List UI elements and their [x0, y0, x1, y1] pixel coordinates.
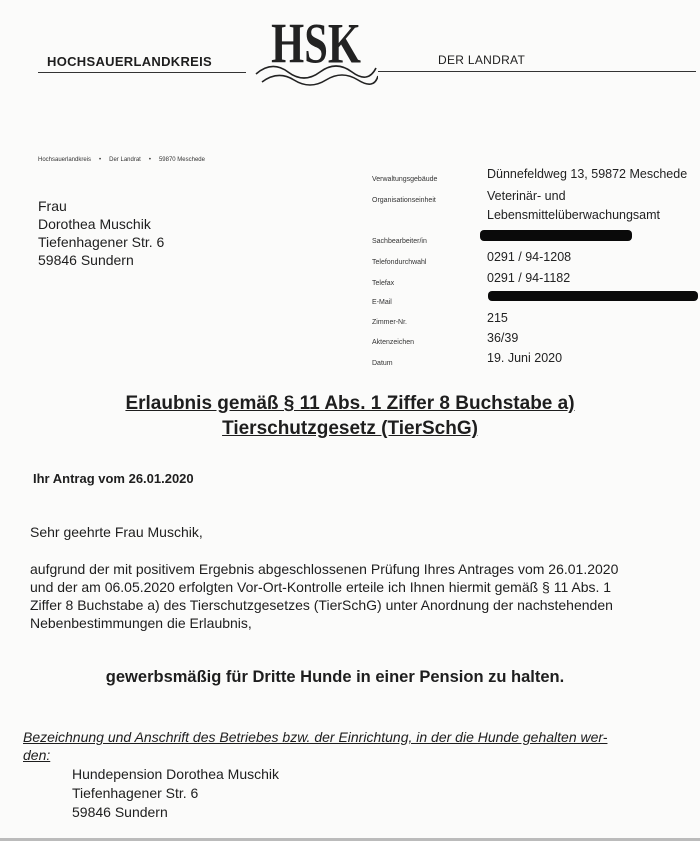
- sender-part-2: Der Landrat: [109, 157, 141, 163]
- facility-name: Hundepension Dorothea Muschik: [72, 766, 280, 782]
- body-line-3: Ziffer 8 Buchstabe a) des Tierschutzgesetzes (TierSchG) unter Anordnung der nachstehenden: [30, 597, 613, 613]
- letterhead-left-org: HOCHSAUERLANDKREIS: [47, 54, 213, 69]
- body-line-4: Nebenbestimmungen die Erlaubnis,: [30, 615, 252, 631]
- recipient-name: Dorothea Muschik: [38, 216, 151, 232]
- email-redaction: [488, 291, 698, 301]
- unit-value-2: Lebensmittelüberwachungsamt: [487, 208, 661, 222]
- clerk-redaction: [480, 230, 632, 241]
- letterhead-right-org: DER LANDRAT: [438, 53, 526, 67]
- room-label: Zimmer-Nr.: [372, 319, 407, 326]
- sender-line: Hochsauerlandkreis • Der Landrat • 59870 Meschede: [38, 157, 205, 163]
- reference-line: Ihr Antrag vom 26.01.2020: [33, 471, 194, 486]
- recipient-street: Tiefenhagener Str. 6: [38, 234, 165, 250]
- sender-part-3: 59870 Meschede: [158, 157, 205, 163]
- body-line-2: und der am 06.05.2020 erfolgten Vor-Ort-Kontrolle erteile ich Ihnen hiermit gemäß § 11 Abs. 1: [30, 579, 612, 595]
- building-value: Dünnefeldweg 13, 59872 Meschede: [487, 167, 688, 181]
- facility-heading-line-1: Bezeichnung und Anschrift des Betriebes bzw. der Einrichtung, in der die Hunde gehalten wer-: [23, 729, 608, 745]
- hsk-logo: [254, 12, 378, 90]
- facility-heading-line-2: den:: [23, 747, 51, 763]
- phone-value: 0291 / 94-1208: [487, 250, 572, 264]
- date-value: 19. Juni 2020: [487, 351, 563, 365]
- permit-statement: gewerbsmäßig für Dritte Hunde in einer Pension zu halten.: [105, 668, 565, 686]
- clerk-label: Sachbearbeiter/in: [372, 238, 427, 245]
- fax-label: Telefax: [372, 280, 395, 287]
- unit-value-1: Veterinär- und: [487, 189, 566, 203]
- date-label: Datum: [372, 360, 393, 367]
- document-title-line-1: Erlaubnis gemäß § 11 Abs. 1 Ziffer 8 Buchstabe a): [125, 393, 575, 414]
- room-value: 215: [487, 311, 508, 325]
- document-title-line-2: Tierschutzgesetz (TierSchG): [222, 418, 478, 439]
- sender-part-1: Hochsauerlandkreis: [38, 157, 92, 163]
- recipient-salutation: Frau: [38, 198, 67, 214]
- letterhead-rule-left: [38, 72, 246, 73]
- fax-value: 0291 / 94-1182: [487, 271, 571, 285]
- hsk-logo-text: HSK: [271, 12, 361, 76]
- body-line-1: aufgrund der mit positivem Ergebnis abgeschlossenen Prüfung Ihres Antrages vom 26.01.2020: [30, 561, 619, 577]
- file-value: 36/39: [487, 331, 519, 345]
- unit-label: Organisationseinheit: [372, 197, 436, 204]
- greeting: Sehr geehrte Frau Muschik,: [30, 524, 203, 540]
- facility-street: Tiefenhagener Str. 6: [72, 785, 199, 801]
- letterhead-rule-right: [378, 71, 696, 72]
- file-label: Aktenzeichen: [372, 339, 415, 346]
- phone-label: Telefondurchwahl: [372, 259, 427, 266]
- email-label: E-Mail: [372, 299, 392, 306]
- facility-city: 59846 Sundern: [72, 804, 168, 820]
- building-label: Verwaltungsgebäude: [372, 176, 438, 183]
- recipient-city: 59846 Sundern: [38, 252, 134, 268]
